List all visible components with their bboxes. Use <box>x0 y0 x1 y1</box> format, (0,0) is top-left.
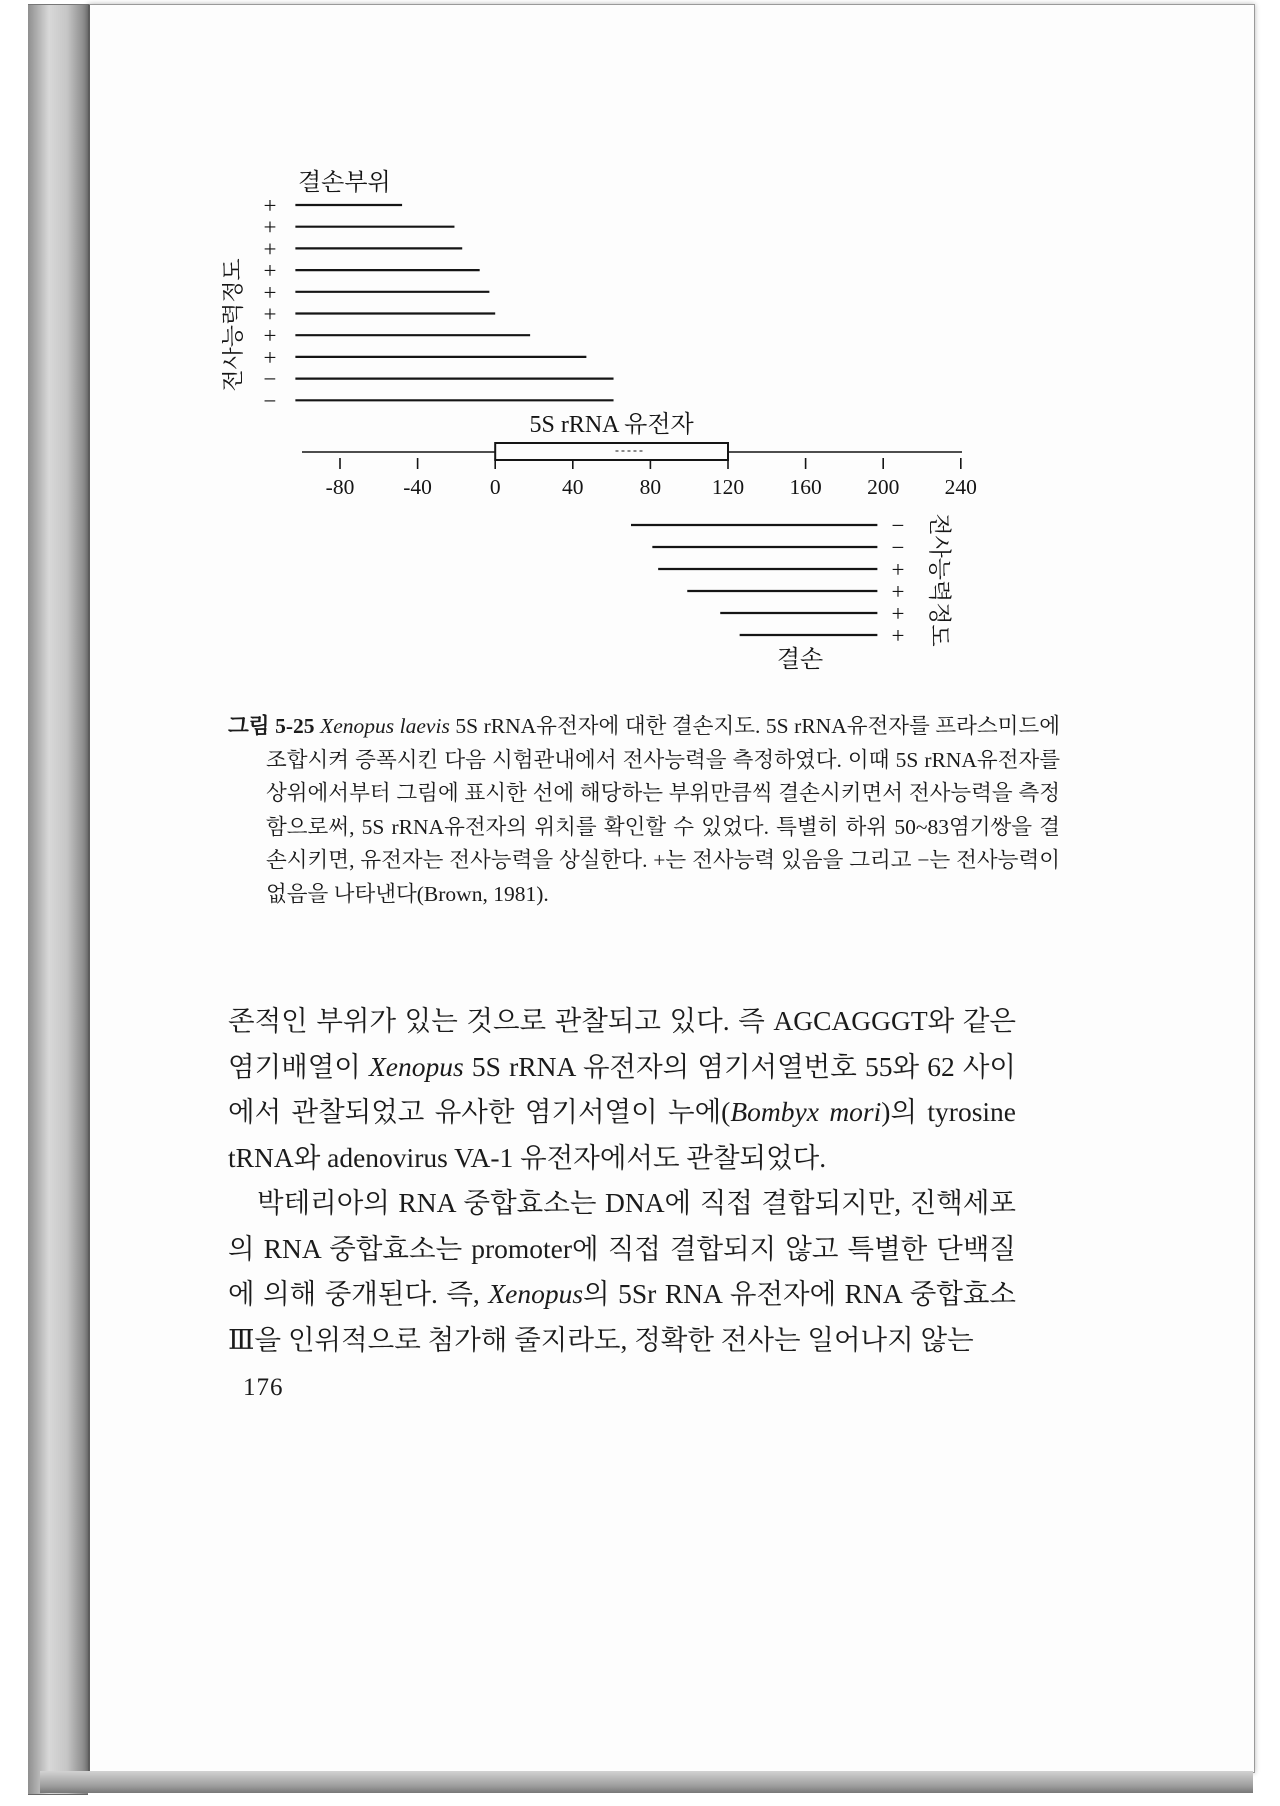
transcription-sign: + <box>891 623 905 648</box>
deletion-label: 결손 <box>776 647 824 673</box>
axis-tick-label: 160 <box>789 475 822 499</box>
axis-tick-label: 0 <box>489 475 501 499</box>
transcription-sign: + <box>263 301 277 327</box>
transcription-sign: + <box>263 214 277 240</box>
transcription-sign: + <box>263 323 277 349</box>
axis-tick-label: 80 <box>639 475 662 499</box>
gene-label: 5S rRNA 유전자 <box>529 412 694 438</box>
text-segment: 의 5Sr RNA 유전자에 RNA 중합효소 Ⅲ을 인위적으로 첨가해 줄지라도, 정확한 전사는 일어나지 않는 <box>228 1278 1016 1355</box>
left-axis-label: 전사능력정도 <box>222 258 245 392</box>
text-segment: Xenopus <box>488 1278 584 1309</box>
transcription-sign: + <box>891 579 905 604</box>
transcription-sign: + <box>263 279 277 305</box>
transcription-sign: + <box>263 258 277 284</box>
paragraph <box>228 998 1016 1180</box>
text-segment: )의 tyrosine tRNA와 adenovirus VA-1 유전자에서도 관찰되었다. <box>228 1096 1016 1173</box>
text-segment: 5S rRNA 유전자의 염기서열번호 55와 62 사이에서 관찰되었고 유사한 염기서열이 누에( <box>228 1050 1016 1127</box>
text-segment: 박테리아의 RNA 중합효소는 DNA에 직접 결합되지만, 진핵세포의 RNA 중합효소는 promoter에 직접 결합되지 않고 특별한 단백질에 의해 중개된다. 즉, <box>228 1187 1016 1309</box>
axis-tick-label: 240 <box>944 475 977 499</box>
book-spine-edge <box>28 4 88 1795</box>
transcription-sign: − <box>263 366 277 392</box>
page-number: 176 <box>243 1374 284 1401</box>
paragraph <box>228 1180 1016 1362</box>
body-text <box>228 998 1016 1362</box>
text-segment: 존적인 부위가 있는 것으로 관찰되고 있다. 즉 AGCAGGGT와 같은 염기배열이 <box>228 1005 1016 1082</box>
text-segment: 그림 5-25 <box>228 714 321 738</box>
transcription-sign: − <box>891 535 905 560</box>
transcription-sign: + <box>263 236 277 262</box>
figure-caption <box>228 710 1060 912</box>
right-axis-label: 전사능력정도 <box>927 513 952 647</box>
book-bottom-edge <box>40 1771 1253 1793</box>
transcription-sign: + <box>891 601 905 626</box>
transcription-sign: + <box>263 344 277 370</box>
axis-tick-label: 200 <box>867 475 900 499</box>
axis-tick-label: -80 <box>325 475 355 499</box>
axis-tick-label: -40 <box>403 475 432 499</box>
transcription-sign: + <box>891 557 905 582</box>
text-segment: Bombyx mori <box>730 1096 882 1127</box>
deletion-region-label: 결손부위 <box>298 170 391 196</box>
axis-tick-label: 120 <box>711 475 745 499</box>
gene-box <box>495 443 728 460</box>
transcription-sign: − <box>263 388 277 414</box>
text-segment: Xenopus <box>369 1050 464 1082</box>
axis-tick-label: 40 <box>562 475 584 499</box>
transcription-sign: + <box>263 193 277 218</box>
text-segment: Xenopus laevis <box>320 714 450 738</box>
deletion-map-svg <box>222 140 1022 705</box>
figure-5-25-deletion-map <box>222 140 1022 705</box>
transcription-sign: − <box>891 513 905 538</box>
text-segment: 5S rRNA유전자에 대한 결손지도. 5S rRNA유전자를 프라스미드에 조합시켜 증폭시킨 다음 시험관내에서 전사능력을 측정하였다. 이때 5S rRNA유전자를 상위에서부터 그림에 표시한 선에 해당하는 부위만큼씩 결손시키면서 전사능력을 측정함으로써, 5S rRNA유전자의 위치를 확인할 수 있었다. 특별히 하위 50~83염기쌍을 결손시키면, 유전자는 전사능력을 상실한다. +는 전사능력 있음을 그리고 −는 전사능력이 없음을 나타낸다(Brown, 1981). <box>266 714 1060 906</box>
